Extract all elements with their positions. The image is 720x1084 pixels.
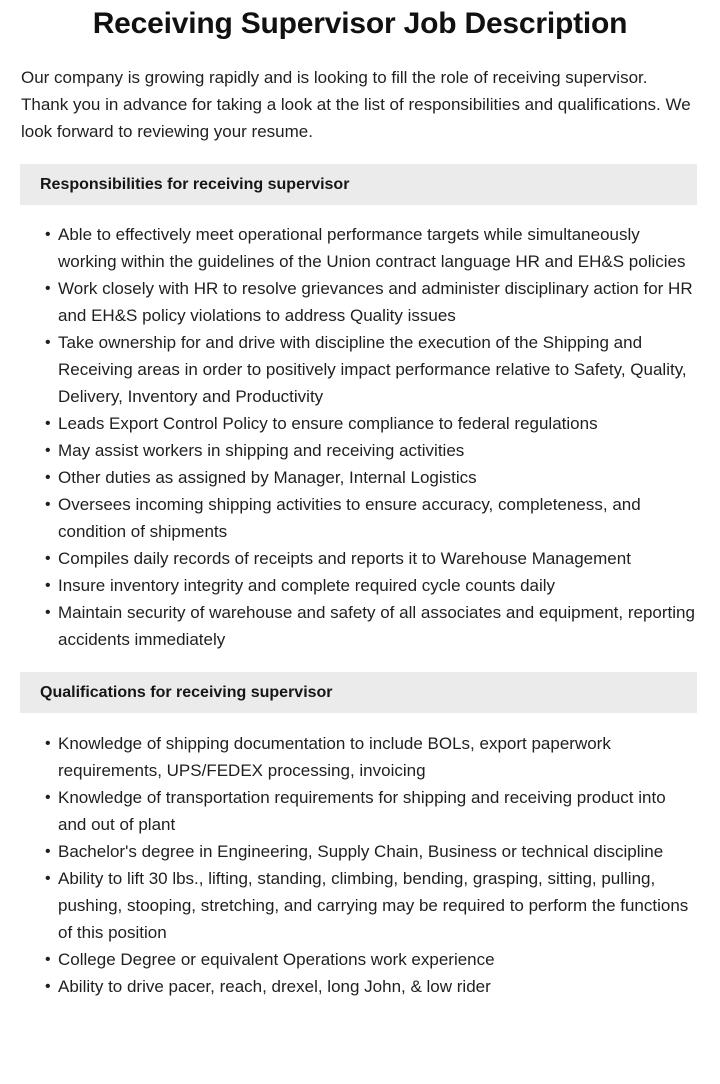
list-item: • College Degree or equivalent Operations work experience bbox=[45, 946, 698, 973]
list-item: • Bachelor's degree in Engineering, Supply Chain, Business or technical discipline bbox=[45, 838, 698, 865]
list-item: • Insure inventory integrity and complete required cycle counts daily bbox=[45, 572, 698, 599]
section-header-qualifications bbox=[20, 672, 697, 713]
list-item: • Take ownership for and drive with discipline the execution of the Shipping and Receiving areas in order to positively impact performance relative to Safety, Quality, Delivery, Inventory and Productivity bbox=[45, 329, 698, 410]
list-item: • Ability to lift 30 lbs., lifting, standing, climbing, bending, grasping, sitting, pulling, pushing, stooping, stretching, and carrying may be required to perform the functions of this position bbox=[45, 865, 698, 946]
page-title: Receiving Supervisor Job Description bbox=[92, 7, 628, 40]
list-item: • Compiles daily records of receipts and reports it to Warehouse Management bbox=[45, 545, 698, 572]
list-item: • Knowledge of shipping documentation to include BOLs, export paperwork requirements, UPS/FEDEX processing, invoicing bbox=[45, 730, 698, 784]
section-heading-label: Qualifications for receiving supervisor bbox=[40, 683, 333, 701]
list-item: • Able to effectively meet operational performance targets while simultaneously working within the guidelines of the Union contract language HR and EH&S policies bbox=[45, 221, 698, 275]
list-item: • Knowledge of transportation requirements for shipping and receiving product into and out of plant bbox=[45, 784, 698, 838]
list-item: • May assist workers in shipping and receiving activities bbox=[45, 437, 698, 464]
list-item: • Work closely with HR to resolve grievances and administer disciplinary action for HR and EH&S policy violations to address Quality issues bbox=[45, 275, 698, 329]
section-heading-label: Responsibilities for receiving supervisor bbox=[40, 175, 350, 193]
list-item: • Other duties as assigned by Manager, Internal Logistics bbox=[45, 464, 698, 491]
responsibilities-list bbox=[0, 205, 720, 653]
list-item: • Leads Export Control Policy to ensure compliance to federal regulations bbox=[45, 410, 698, 437]
list-item: • Maintain security of warehouse and safety of all associates and equipment, reporting accidents immediately bbox=[45, 599, 698, 653]
list-item: • Ability to drive pacer, reach, drexel, long John, & low rider bbox=[45, 973, 698, 1000]
list-item: • Oversees incoming shipping activities to ensure accuracy, completeness, and condition of shipments bbox=[45, 491, 698, 545]
qualifications-list bbox=[0, 713, 720, 1000]
section-header-responsibilities bbox=[20, 164, 697, 205]
intro-paragraph: Our company is growing rapidly and is looking to fill the role of receiving supervisor. Thank you in advance for taking a look at the list of responsibilities and qualifications. We look forward to reviewing your resume. bbox=[21, 68, 691, 141]
